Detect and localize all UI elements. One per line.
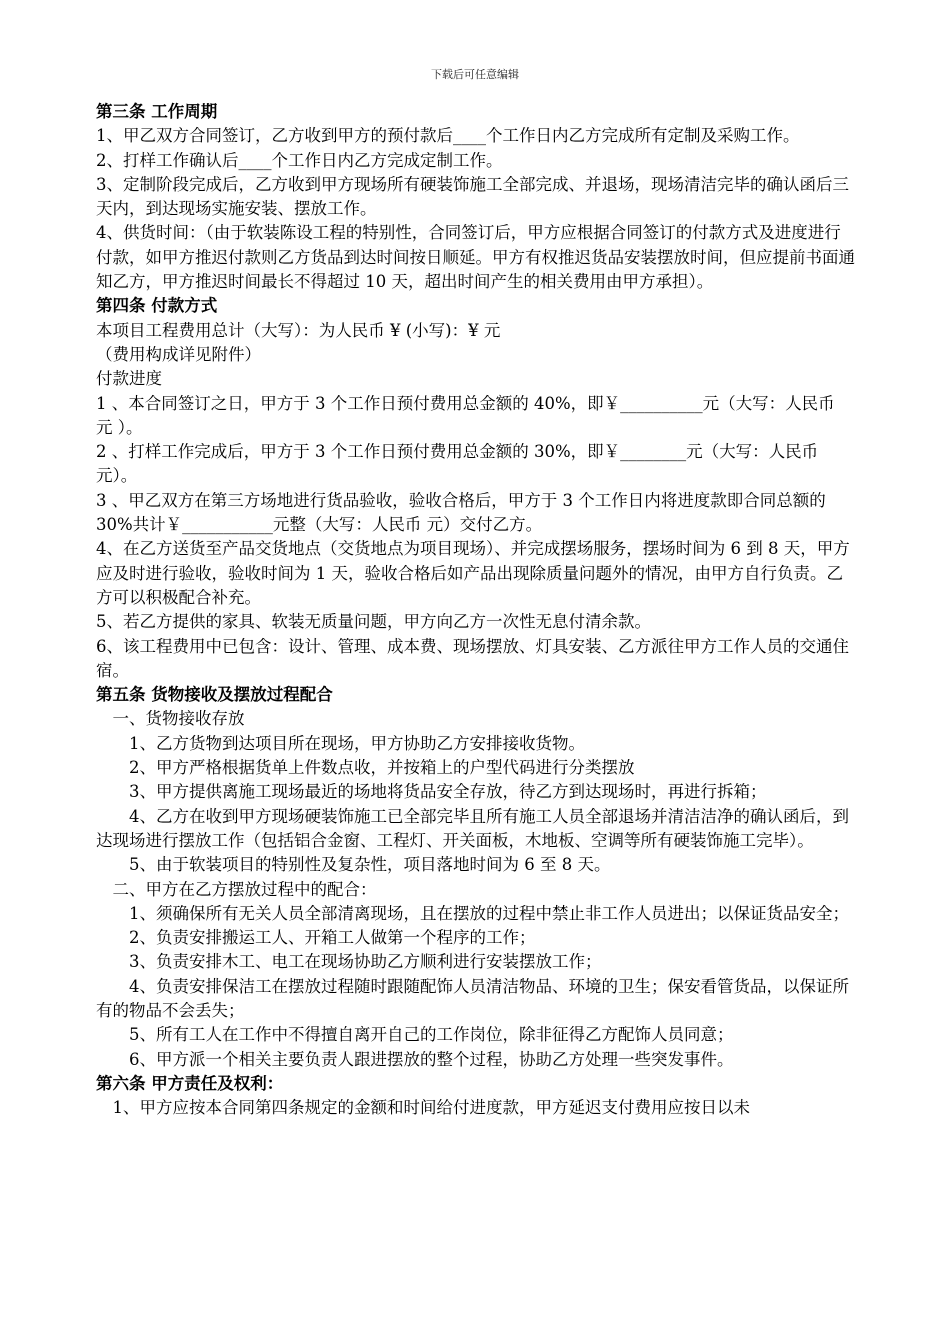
paragraph: 1、乙方货物到达项目所在现场，甲方协助乙方安排接收货物。 — [129, 733, 585, 753]
paragraph: 本项目工程费用总计（大写）：为人民币 ¥ (小写)：¥ 元 — [96, 320, 501, 340]
page-header: 下载后可任意编辑 — [431, 68, 519, 81]
paragraph: 4、负责安排保洁工在摆放过程随时跟随配饰人员清洁物品、环境的卫生；保安看管货品，以保证所有的物品不会丢失； — [96, 976, 849, 1020]
paragraph: 付款进度 — [96, 369, 162, 389]
paragraph: （费用构成详见附件） — [96, 344, 261, 364]
paragraph: 2、负责安排搬运工人、开箱工人做第一个程序的工作； — [129, 928, 536, 948]
paragraph: 4、在乙方送货至产品交货地点（交货地点为项目现场）、并完成摆场服务，摆场时间为 6 到 8 天，甲方应及时进行验收，验收时间为 1 天，验收合格后如产品出现除质量问题外的情况，由甲方自行负责。乙方可以积极配合补充。 — [96, 539, 850, 607]
paragraph: 1 、本合同签订之日，甲方于 3 个工作日预付费用总金额的 40%，即￥__________元（大写：人民币 元 ）。 — [96, 393, 835, 437]
paragraph: 二、甲方在乙方摆放过程中的配合： — [112, 879, 377, 899]
section-heading: 第六条 甲方责任及权利： — [96, 1073, 284, 1093]
section-heading: 第五条 货物接收及摆放过程配合 — [96, 685, 333, 705]
paragraph: 1、须确保所有无关人员全部清离现场，且在摆放的过程中禁止非工作人员进出；以保证货品安全； — [129, 903, 849, 923]
paragraph: 2、甲方严格根据货单上件数点收，并按箱上的户型代码进行分类摆放 — [129, 758, 635, 778]
paragraph: 4、乙方在收到甲方现场硬装饰施工已全部完毕且所有施工人员全部退场并清洁洁净的确认函后，到达现场进行摆放工作（包括铝合金窗、工程灯、开关面板，木地板、空调等所有硬装饰施工完毕）。 — [96, 806, 849, 850]
paragraph: 5、由于软装项目的特别性及复杂性，项目落地时间为 6 至 8 天。 — [129, 855, 611, 875]
paragraph: 3、甲方提供离施工现场最近的场地将货品安全存放，待乙方到达现场时，再进行拆箱； — [129, 782, 767, 802]
paragraph: 6、该工程费用中已包含：设计、管理、成本费、现场摆放、灯具安装、乙方派往甲方工作人员的交通住宿。 — [96, 636, 849, 680]
paragraph: 1、甲乙双方合同签订，乙方收到甲方的预付款后____个工作日内乙方完成所有定制及采购工作。 — [96, 126, 800, 146]
section-heading: 第三条 工作周期 — [96, 102, 218, 121]
paragraph: 4、供货时间：（由于软装陈设工程的特别性，合同签订后，甲方应根据合同签订的付款方式及进度进行付款，如甲方推迟付款则乙方货品到达时间按日顺延。甲方有权推迟货品安装摆放时间，但应提前书面通知乙方，甲方推迟时间最长不得超过 10 天，超出时间产生的相关费用由甲方承担）。 — [96, 223, 855, 292]
paragraph: 1、甲方应按本合同第四条规定的金额和时间给付进度款，甲方延迟支付费用应按日以未 — [112, 1098, 750, 1118]
paragraph: 3、负责安排木工、电工在现场协助乙方顺利进行安装摆放工作； — [129, 952, 602, 972]
paragraph: 5、若乙方提供的家具、软装无质量问题，甲方向乙方一次性无息付清余款。 — [96, 612, 651, 632]
section-heading: 第四条 付款方式 — [96, 296, 218, 316]
paragraph: 2、打样工作确认后____个工作日内乙方完成定制工作。 — [96, 150, 503, 170]
paragraph: 5、所有工人在工作中不得擅自离开自己的工作岗位，除非征得乙方配饰人员同意； — [129, 1025, 734, 1045]
paragraph: 3、定制阶段完成后，乙方收到甲方现场所有硬装饰施工全部完成、并退场，现场清洁完毕的确认函后三天内，到达现场实施安装、摆放工作。 — [96, 174, 849, 219]
paragraph: 3 、甲乙双方在第三方场地进行货品验收，验收合格后，甲方于 3 个工作日内将进度款即合同总额的 30%共计￥___________元整（大写：人民币 元）交付乙方。 — [96, 490, 826, 535]
paragraph: 6、甲方派一个相关主要负责人跟进摆放的整个过程，协助乙方处理一些突发事件。 — [129, 1049, 734, 1069]
document-body — [96, 100, 856, 1120]
paragraph: 一、货物接收存放 — [112, 709, 245, 729]
paragraph: 2 、打样工作完成后，甲方于 3 个工作日预付费用总金额的 30%，即￥________元（大写：人民币 元）。 — [96, 442, 819, 486]
